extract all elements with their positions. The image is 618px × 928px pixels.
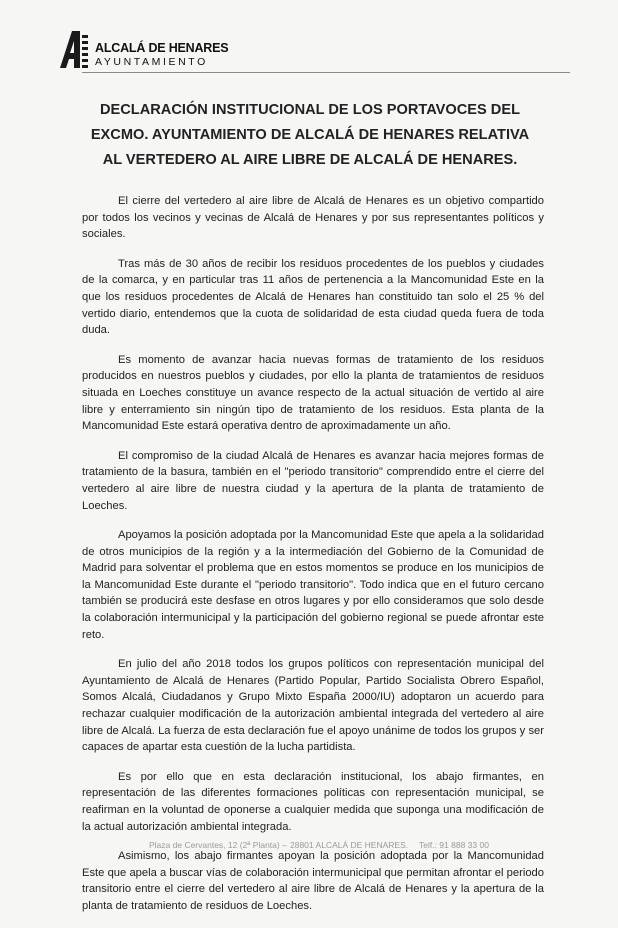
paragraph: Es por ello que en esta declaración institucional, los abajo firmantes, en representación de las diferentes formaciones políticas con representación municipal, se reafirman en la voluntad de oponerse a cualquier medida que suponga una modificación de la actual autorización ambiental integrada.	[82, 770, 544, 833]
document-body	[82, 193, 544, 928]
title-line: DECLARACIÓN INSTITUCIONAL DE LOS PORTAVOCES DEL	[100, 102, 520, 118]
footer-address: Plaza de Cervantes, 12 (2ª Planta) –	[149, 840, 287, 850]
logo-subtitle: AYUNTAMIENTO	[95, 56, 208, 68]
paragraph: Tras más de 30 años de recibir los residuos procedentes de los pueblos y ciudades de la comarca, y en particular tras 11 años de pertenencia a la Mancomunidad Este en la que los residuos procedentes de Alcalá de Henares han constituido tan solo el 25 % del vertido diario, entendemos que la cuota de solidaridad de esta ciudad queda fuera de toda duda.	[82, 257, 544, 337]
footer-city: 28801 ALCALÁ DE HENARES.	[290, 840, 409, 850]
paragraph: Apoyamos la posición adoptada por la Mancomunidad Este que apela a la solidaridad de otros municipios de la región y a la intermediación del Gobierno de la Comunidad de Madrid para solventar el problema que en estos momentos se produce en los municipios de la Mancomunidad Este durante el "periodo transitorio". Todo indica que en el futuro cercano también se producirá este desfase en otros lugares y por ello consideramos que solo desde la colaboración intermunicipal y la participación del gobierno regional se puede afrontar este reto.	[82, 529, 544, 641]
header-divider	[82, 72, 570, 73]
paragraph: Es momento de avanzar hacia nuevas formas de tratamiento de los residuos producidos en nuestros pueblos y ciudades, por ello la planta de tratamientos de residuos situada en Loeches constituye un avance respecto de la actual situación de vertido al aire libre y enterramiento sin ningún tipo de tratamiento de los residuos. Esta planta de la Mancomunidad Este estará operativa dentro de aproximadamente un año.	[82, 353, 544, 433]
logo-a-mark-icon	[58, 29, 98, 69]
logo-name: ALCALÁ DE HENARES	[95, 41, 229, 55]
paragraph: Asimismo, los abajo firmantes apoyan la posición adoptada por la Mancomunidad Este que apela a buscar vías de colaboración intermunicipal que permitan afrontar el periodo transitorio entre el cierre del vertedero al aire libre de Alcalá de Henares y la apertura de la planta de tratamiento de residuos de Loeches.	[82, 850, 544, 912]
document-title	[70, 98, 550, 173]
title-line: EXCMO. AYUNTAMIENTO DE ALCALÁ DE HENARES RELATIVA	[90, 127, 530, 143]
footer-phone: Telf.: 91 888 33 00	[419, 840, 489, 850]
paragraph: En julio del año 2018 todos los grupos políticos con representación municipal del Ayuntamiento de Alcalá de Henares (Partido Popular, Partido Socialista Obrero Español, Somos Alcalá, Ciudadanos y Grupo Mixto España 2000/IU) adoptaron un acuerdo para rechazar cualquier modificación de la autorización ambiental integrada del vertedero al aire libre de Alcalá. La fuerza de esta declaración fue el apoyo unánime de todos los grupos y ser capaces de apartar esta cuestión de la lucha partidista.	[82, 658, 544, 754]
title-line: AL VERTEDERO AL AIRE LIBRE DE ALCALÁ DE HENARES.	[102, 152, 518, 168]
ayuntamiento-logo	[58, 29, 229, 71]
paragraph: El compromiso de la ciudad Alcalá de Henares es avanzar hacia mejores formas de tratamiento de la basura, también en el "periodo transitorio" comprendido entre el cierre del vertedero al aire libre de nuestra ciudad y la apertura de la planta de tratamiento de Loeches.	[82, 449, 544, 512]
paragraph: El cierre del vertedero al aire libre de Alcalá de Henares es un objetivo compartido por todos los vecinos y vecinas de Alcalá de Henares y por sus representantes políticos y sociales.	[82, 195, 544, 241]
